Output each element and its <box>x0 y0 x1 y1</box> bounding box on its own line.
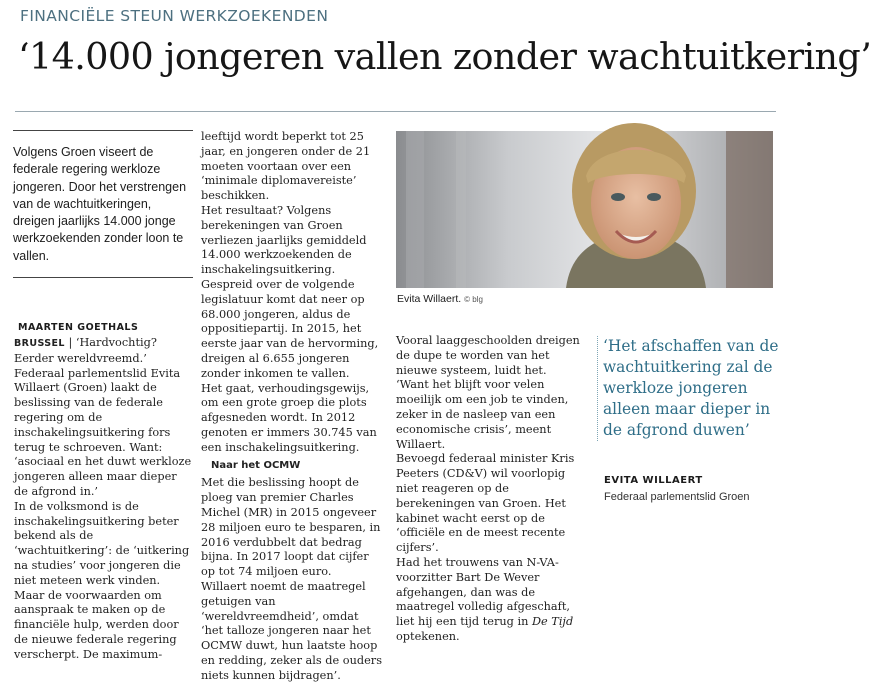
paragraph: Het resultaat? Volgens berekeningen van Groen verliezen jaarlijks gemiddeld 14.000 werkzoekenden de inschakelingsuitkering. Gespreid over de volgende legislatuur komt dat neer op 68.000 jongeren, aldus de oppositiepartij. In 2015, het eerste jaar van de hervorming, dreigen al 6.655 jongeren zonder inkomen te vallen. <box>201 203 379 380</box>
dateline: BRUSSEL <box>14 338 65 349</box>
article-column-2 <box>201 130 384 683</box>
portrait-photo <box>396 131 773 288</box>
quote-author-role: Federaal parlementslid Groen <box>604 491 750 503</box>
paragraph-text: Had het trouwens van N-VA-voorzitter Bart De Wever afgehangen, dan was de maatregel volledig afgeschaft, liet hij een tijd terug in <box>396 555 570 629</box>
photo-credit: © blg <box>464 295 483 304</box>
article-column-3 <box>396 334 580 645</box>
paragraph: Willaert noemt de maatregel getuigen van ‘wereldvreemdheid’, omdat ‘het talloze jongeren naar het OCMW duwt, hun laatste hoop en redding, zeker als de ouders niets kunnen bijdragen’. <box>201 579 382 682</box>
pull-quote: ‘Het afschaffen van de wachtuitkering zal de werkloze jongeren alleen maar dieper in de afgrond duwen’ <box>597 336 785 441</box>
paragraph: Met die beslissing hoopt de ploeg van premier Charles Michel (MR) in 2015 ongeveer 28 miljoen euro te besparen, in 2016 verdubbelt dat bedrag bijna. In 2017 loopt dat cijfer op tot 74 miljoen euro. <box>201 476 381 579</box>
publication-name: De Tijd <box>531 615 574 629</box>
intro-box: Volgens Groen viseert de federale regering werkloze jongeren. Door het verstrengen van de wachtuitkeringen, dreigen jaarlijks 14.000 jonge werkzoekenden zonder loon te vallen. <box>13 130 193 278</box>
subhead: Naar het OCMW <box>211 459 301 471</box>
portrait-image <box>396 131 773 288</box>
paragraph-text: optekenen. <box>396 629 460 643</box>
paragraph <box>14 336 194 500</box>
paragraph: In de volksmond is de inschakelingsuitkering beter bekend als de ‘wachtuitkering’: de ‘uitkering na studies’ voor jongeren die niet meteen werk vinden. Maar de voorwaarden om aanspraak te maken op de financiële hulp, werden door de nieuwe federale regering verscherpt. De maximum- <box>14 499 190 661</box>
paragraph: leeftijd wordt beperkt tot 25 jaar, en jongeren onder de 21 moeten voortaan over een ‘minimale diplomavereiste’ beschikken. <box>201 130 371 203</box>
paragraph-text: | ‘Hardvochtig? Eerder wereldvreemd.’ Federaal parlementslid Evita Willaert (Groen) laakt de beslissing van de federale regering om de inschakelingsuitkering fors terug te schroeven. Want: ‘asociaal en het duwt werkloze jongeren alleen maar dieper de afgrond in.’ <box>14 336 192 498</box>
caption-name: Evita Willaert. <box>397 293 462 305</box>
headline: ‘14.000 jongeren vallen zonder wachtuitkering’ <box>18 35 871 78</box>
photo-caption <box>397 293 483 305</box>
paragraph <box>396 556 580 645</box>
paragraph: Het gaat, verhoudingsgewijs, om een grote groep die plots afgesneden wordt. In 2012 genoten er immers 30.745 van een inschakelingsuitkering. <box>201 381 377 454</box>
paragraph: Vooral laaggeschoolden dreigen de dupe te worden van het nieuwe systeem, luidt het. ‘Want het blijft voor velen moeilijk om een job te vinden, zeker in de nasleep van een economische crisis’, meent Willaert. <box>396 334 580 451</box>
kicker: FINANCIËLE STEUN WERKZOEKENDEN <box>20 7 329 25</box>
paragraph: Bevoegd federaal minister Kris Peeters (CD&V) wil voorlopig niet reageren op de berekeningen van Groen. Het kabinet wacht eerst op de ‘officiële en de meest recente cijfers’. <box>396 452 575 555</box>
byline: MAARTEN GOETHALS <box>18 322 139 333</box>
divider <box>15 111 776 112</box>
article-column-1 <box>14 336 194 663</box>
quote-author: EVITA WILLAERT <box>604 475 703 486</box>
